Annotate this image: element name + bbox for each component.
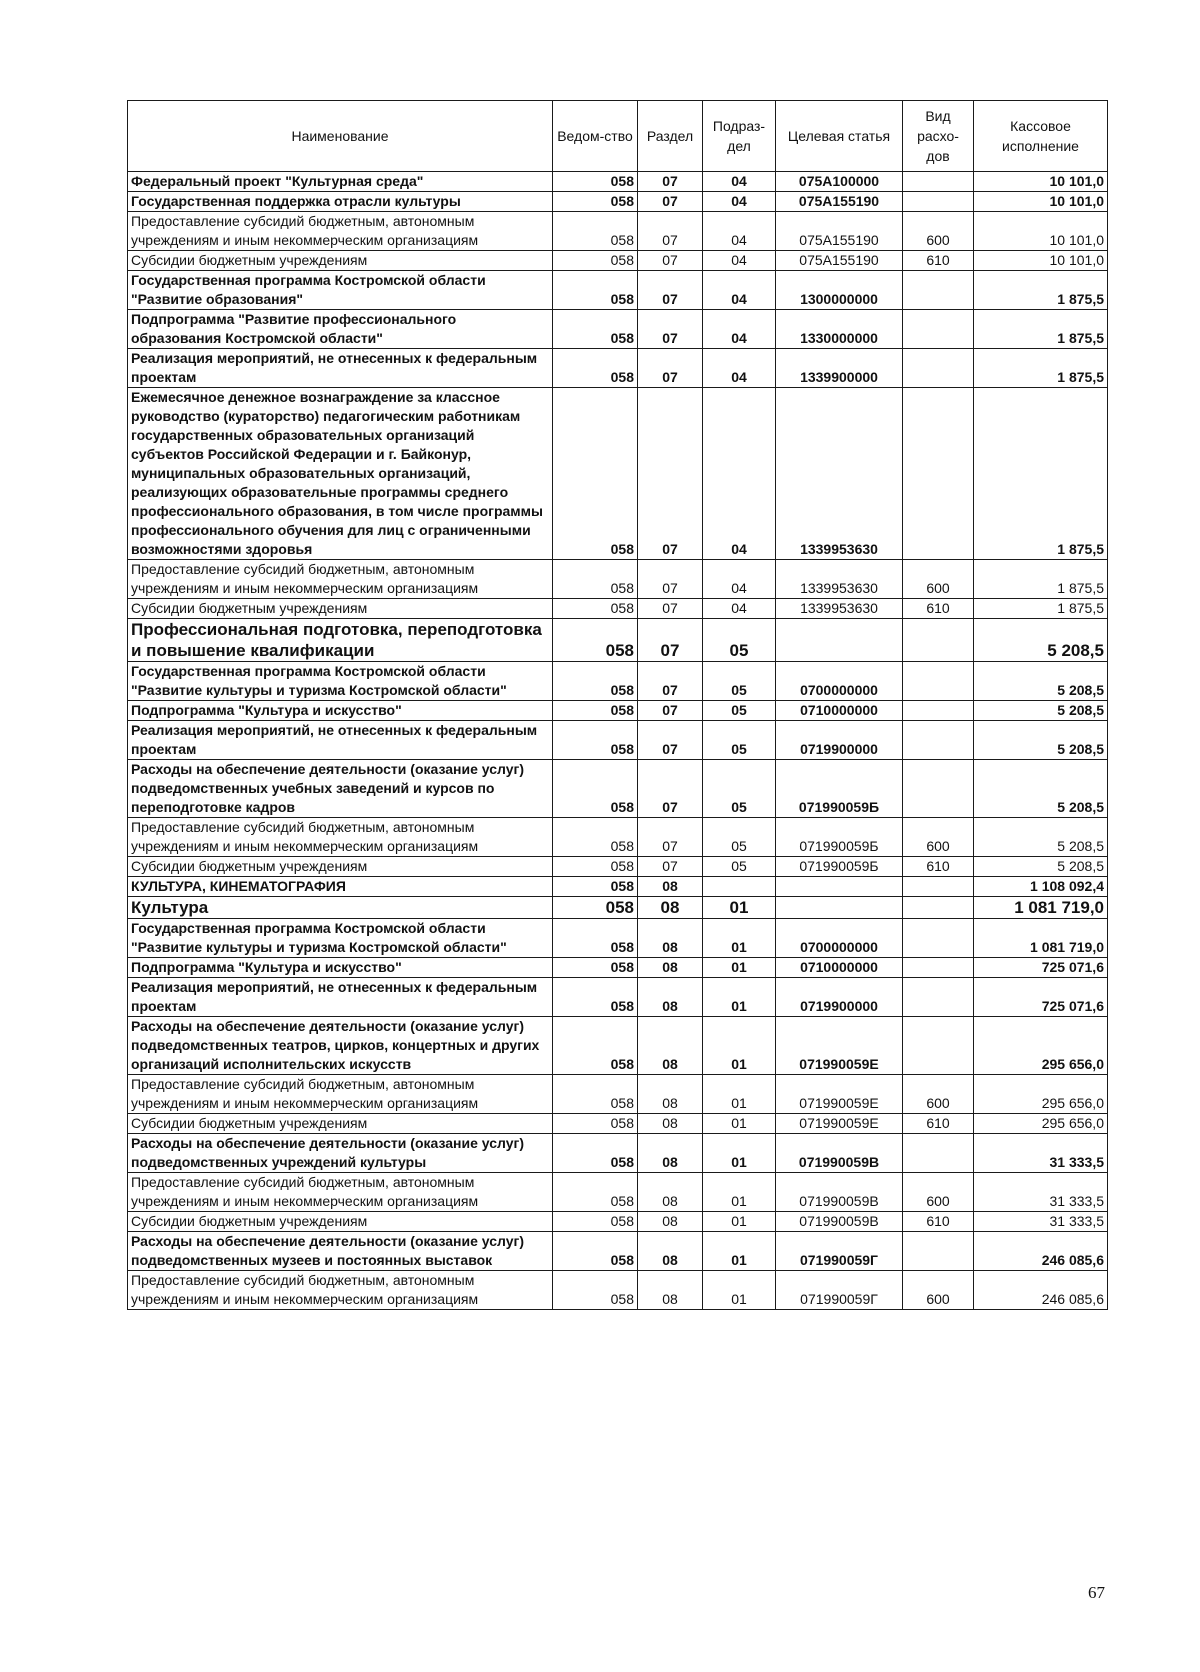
cell-ved: 058 xyxy=(553,721,638,760)
cell-ved: 058 xyxy=(553,192,638,212)
table-row xyxy=(128,818,1108,857)
cell-kassa: 1 875,5 xyxy=(974,560,1108,599)
cell-podrazdel: 04 xyxy=(703,172,776,192)
cell-ved: 058 xyxy=(553,760,638,818)
cell-ved: 058 xyxy=(553,818,638,857)
cell-celevaya: 071990059Е xyxy=(776,1114,903,1134)
cell-kassa: 5 208,5 xyxy=(974,701,1108,721)
cell-ved: 058 xyxy=(553,349,638,388)
cell-vid xyxy=(903,619,974,662)
cell-name: Субсидии бюджетным учреждениям xyxy=(128,251,553,271)
cell-kassa: 31 333,5 xyxy=(974,1173,1108,1212)
cell-kassa: 1 081 719,0 xyxy=(974,897,1108,919)
cell-name: Предоставление субсидий бюджетным, автономным учреждениям и иным некоммерческим организациям xyxy=(128,1075,553,1114)
cell-razdel: 08 xyxy=(638,1232,703,1271)
cell-celevaya xyxy=(776,877,903,897)
cell-podrazdel: 01 xyxy=(703,919,776,958)
cell-kassa: 1 875,5 xyxy=(974,349,1108,388)
cell-name: Предоставление субсидий бюджетным, автономным учреждениям и иным некоммерческим организациям xyxy=(128,212,553,251)
cell-razdel: 08 xyxy=(638,1212,703,1232)
cell-celevaya: 071990059Б xyxy=(776,818,903,857)
cell-podrazdel: 05 xyxy=(703,701,776,721)
cell-razdel: 08 xyxy=(638,1114,703,1134)
table-row xyxy=(128,877,1108,897)
cell-kassa: 295 656,0 xyxy=(974,1017,1108,1075)
cell-celevaya: 1330000000 xyxy=(776,310,903,349)
cell-name: Культура xyxy=(128,897,553,919)
table-row xyxy=(128,192,1108,212)
table-row xyxy=(128,1114,1108,1134)
cell-name: Субсидии бюджетным учреждениям xyxy=(128,857,553,877)
cell-vid xyxy=(903,662,974,701)
cell-podrazdel: 04 xyxy=(703,599,776,619)
table-row xyxy=(128,760,1108,818)
budget-table xyxy=(127,100,1108,1310)
cell-kassa: 1 875,5 xyxy=(974,271,1108,310)
table-row xyxy=(128,388,1108,560)
page-number: 67 xyxy=(1088,1583,1105,1602)
cell-podrazdel: 01 xyxy=(703,958,776,978)
cell-razdel: 07 xyxy=(638,662,703,701)
cell-razdel: 07 xyxy=(638,857,703,877)
cell-kassa: 10 101,0 xyxy=(974,251,1108,271)
table-row xyxy=(128,172,1108,192)
cell-vid xyxy=(903,701,974,721)
cell-razdel: 08 xyxy=(638,1075,703,1114)
cell-vid xyxy=(903,897,974,919)
cell-name: Государственная программа Костромской области "Развитие культуры и туризма Костромской области" xyxy=(128,662,553,701)
cell-podrazdel: 04 xyxy=(703,271,776,310)
cell-kassa: 725 071,6 xyxy=(974,978,1108,1017)
cell-name: КУЛЬТУРА, КИНЕМАТОГРАФИЯ xyxy=(128,877,553,897)
cell-kassa: 295 656,0 xyxy=(974,1114,1108,1134)
table-row xyxy=(128,599,1108,619)
cell-name: Ежемесячное денежное вознаграждение за классное руководство (кураторство) педагогическим работникам государственных образовательных организаций субъектов Российской Федерации и г. Байконур, муниципальных образовательных организаций, реализующих образовательные программы среднего профессионального образования, в том числе программы профессионального обучения для лиц с ограниченными возможностями здоровья xyxy=(128,388,553,560)
cell-ved: 058 xyxy=(553,271,638,310)
cell-name: Подпрограмма "Развитие профессионального образования Костромской области" xyxy=(128,310,553,349)
cell-razdel: 08 xyxy=(638,978,703,1017)
cell-podrazdel: 05 xyxy=(703,619,776,662)
cell-podrazdel: 04 xyxy=(703,310,776,349)
cell-kassa: 10 101,0 xyxy=(974,212,1108,251)
cell-ved: 058 xyxy=(553,662,638,701)
cell-name: Предоставление субсидий бюджетным, автономным учреждениям и иным некоммерческим организациям xyxy=(128,1271,553,1310)
cell-ved: 058 xyxy=(553,897,638,919)
cell-razdel: 08 xyxy=(638,958,703,978)
cell-name: Государственная поддержка отрасли культуры xyxy=(128,192,553,212)
cell-vid xyxy=(903,877,974,897)
cell-podrazdel: 05 xyxy=(703,760,776,818)
table-row xyxy=(128,721,1108,760)
cell-razdel: 07 xyxy=(638,760,703,818)
cell-razdel: 07 xyxy=(638,701,703,721)
cell-razdel: 07 xyxy=(638,349,703,388)
cell-kassa: 246 085,6 xyxy=(974,1232,1108,1271)
cell-name: Предоставление субсидий бюджетным, автономным учреждениям и иным некоммерческим организациям xyxy=(128,1173,553,1212)
cell-razdel: 08 xyxy=(638,897,703,919)
header-ved: Ведом-ство xyxy=(553,101,638,172)
cell-razdel: 08 xyxy=(638,919,703,958)
cell-vid xyxy=(903,271,974,310)
cell-vid xyxy=(903,388,974,560)
header-kassa: Кассовое исполнение xyxy=(974,101,1108,172)
cell-vid: 600 xyxy=(903,212,974,251)
cell-kassa: 31 333,5 xyxy=(974,1134,1108,1173)
header-vid: Вид расхо-дов xyxy=(903,101,974,172)
cell-razdel: 07 xyxy=(638,599,703,619)
table-row xyxy=(128,349,1108,388)
cell-ved: 058 xyxy=(553,978,638,1017)
cell-celevaya: 071990059Г xyxy=(776,1232,903,1271)
cell-celevaya xyxy=(776,897,903,919)
cell-ved: 058 xyxy=(553,1271,638,1310)
cell-celevaya: 1339953630 xyxy=(776,388,903,560)
cell-ved: 058 xyxy=(553,1134,638,1173)
cell-name: Расходы на обеспечение деятельности (оказание услуг) подведомственных музеев и постоянных выставок xyxy=(128,1232,553,1271)
cell-podrazdel: 04 xyxy=(703,212,776,251)
cell-podrazdel: 01 xyxy=(703,1212,776,1232)
cell-razdel: 07 xyxy=(638,212,703,251)
cell-podrazdel: 01 xyxy=(703,897,776,919)
cell-vid: 600 xyxy=(903,818,974,857)
cell-ved: 058 xyxy=(553,1114,638,1134)
cell-celevaya: 075А100000 xyxy=(776,172,903,192)
header-celevaya: Целевая статья xyxy=(776,101,903,172)
cell-vid xyxy=(903,721,974,760)
cell-vid: 610 xyxy=(903,857,974,877)
cell-kassa: 5 208,5 xyxy=(974,857,1108,877)
cell-vid xyxy=(903,919,974,958)
table-row xyxy=(128,1212,1108,1232)
cell-name: Подпрограмма "Культура и искусство" xyxy=(128,701,553,721)
cell-podrazdel: 05 xyxy=(703,662,776,701)
cell-ved: 058 xyxy=(553,251,638,271)
cell-podrazdel: 01 xyxy=(703,978,776,1017)
cell-name: Реализация мероприятий, не отнесенных к федеральным проектам xyxy=(128,349,553,388)
cell-vid xyxy=(903,172,974,192)
cell-vid: 610 xyxy=(903,599,974,619)
cell-razdel: 07 xyxy=(638,172,703,192)
cell-kassa: 1 875,5 xyxy=(974,388,1108,560)
cell-podrazdel: 04 xyxy=(703,251,776,271)
cell-name: Государственная программа Костромской области "Развитие образования" xyxy=(128,271,553,310)
cell-ved: 058 xyxy=(553,599,638,619)
cell-name: Реализация мероприятий, не отнесенных к федеральным проектам xyxy=(128,721,553,760)
cell-podrazdel xyxy=(703,877,776,897)
cell-podrazdel: 04 xyxy=(703,388,776,560)
cell-ved: 058 xyxy=(553,1075,638,1114)
cell-celevaya: 071990059Е xyxy=(776,1017,903,1075)
cell-razdel: 07 xyxy=(638,560,703,599)
table-row xyxy=(128,271,1108,310)
cell-podrazdel: 01 xyxy=(703,1232,776,1271)
cell-celevaya: 071990059Б xyxy=(776,760,903,818)
cell-ved: 058 xyxy=(553,857,638,877)
table-row xyxy=(128,1232,1108,1271)
cell-ved: 058 xyxy=(553,1232,638,1271)
cell-kassa: 5 208,5 xyxy=(974,721,1108,760)
cell-kassa: 1 108 092,4 xyxy=(974,877,1108,897)
cell-razdel: 08 xyxy=(638,877,703,897)
cell-celevaya: 0719900000 xyxy=(776,978,903,1017)
table-row xyxy=(128,1134,1108,1173)
cell-ved: 058 xyxy=(553,1173,638,1212)
cell-name: Предоставление субсидий бюджетным, автономным учреждениям и иным некоммерческим организациям xyxy=(128,818,553,857)
cell-kassa: 295 656,0 xyxy=(974,1075,1108,1114)
cell-razdel: 07 xyxy=(638,721,703,760)
cell-celevaya xyxy=(776,619,903,662)
cell-ved: 058 xyxy=(553,1017,638,1075)
table-row xyxy=(128,560,1108,599)
cell-ved: 058 xyxy=(553,619,638,662)
cell-celevaya: 1339953630 xyxy=(776,560,903,599)
cell-vid: 600 xyxy=(903,560,974,599)
cell-kassa: 1 081 719,0 xyxy=(974,919,1108,958)
table-row xyxy=(128,310,1108,349)
cell-razdel: 07 xyxy=(638,192,703,212)
cell-ved: 058 xyxy=(553,172,638,192)
cell-razdel: 07 xyxy=(638,251,703,271)
cell-name: Государственная программа Костромской области "Развитие культуры и туризма Костромской области" xyxy=(128,919,553,958)
table-row xyxy=(128,212,1108,251)
table-row xyxy=(128,251,1108,271)
header-name: Наименование xyxy=(128,101,553,172)
cell-razdel: 07 xyxy=(638,271,703,310)
cell-vid xyxy=(903,978,974,1017)
cell-podrazdel: 01 xyxy=(703,1075,776,1114)
cell-kassa: 725 071,6 xyxy=(974,958,1108,978)
cell-vid xyxy=(903,310,974,349)
cell-podrazdel: 04 xyxy=(703,192,776,212)
cell-podrazdel: 05 xyxy=(703,857,776,877)
cell-vid: 600 xyxy=(903,1075,974,1114)
cell-name: Подпрограмма "Культура и искусство" xyxy=(128,958,553,978)
table-row xyxy=(128,701,1108,721)
table-row xyxy=(128,857,1108,877)
cell-vid xyxy=(903,760,974,818)
cell-podrazdel: 04 xyxy=(703,560,776,599)
cell-vid: 610 xyxy=(903,1212,974,1232)
cell-celevaya: 1300000000 xyxy=(776,271,903,310)
cell-razdel: 08 xyxy=(638,1134,703,1173)
cell-vid xyxy=(903,349,974,388)
cell-vid: 610 xyxy=(903,1114,974,1134)
cell-ved: 058 xyxy=(553,310,638,349)
cell-celevaya: 071990059Г xyxy=(776,1271,903,1310)
cell-vid xyxy=(903,1134,974,1173)
cell-razdel: 07 xyxy=(638,619,703,662)
cell-kassa: 10 101,0 xyxy=(974,172,1108,192)
cell-name: Субсидии бюджетным учреждениям xyxy=(128,1114,553,1134)
table-row xyxy=(128,1173,1108,1212)
cell-podrazdel: 04 xyxy=(703,349,776,388)
cell-ved: 058 xyxy=(553,388,638,560)
cell-vid xyxy=(903,192,974,212)
cell-ved: 058 xyxy=(553,877,638,897)
cell-ved: 058 xyxy=(553,919,638,958)
cell-kassa: 5 208,5 xyxy=(974,760,1108,818)
cell-kassa: 1 875,5 xyxy=(974,599,1108,619)
cell-kassa: 10 101,0 xyxy=(974,192,1108,212)
cell-ved: 058 xyxy=(553,958,638,978)
cell-vid xyxy=(903,1232,974,1271)
cell-celevaya: 071990059Б xyxy=(776,857,903,877)
cell-name: Субсидии бюджетным учреждениям xyxy=(128,1212,553,1232)
cell-celevaya: 071990059В xyxy=(776,1134,903,1173)
cell-kassa: 5 208,5 xyxy=(974,662,1108,701)
cell-kassa: 246 085,6 xyxy=(974,1271,1108,1310)
cell-name: Профессиональная подготовка, переподготовка и повышение квалификации xyxy=(128,619,553,662)
cell-kassa: 31 333,5 xyxy=(974,1212,1108,1232)
table-row xyxy=(128,1271,1108,1310)
table-row xyxy=(128,919,1108,958)
cell-ved: 058 xyxy=(553,1212,638,1232)
cell-name: Расходы на обеспечение деятельности (оказание услуг) подведомственных учреждений культуры xyxy=(128,1134,553,1173)
cell-name: Предоставление субсидий бюджетным, автономным учреждениям и иным некоммерческим организациям xyxy=(128,560,553,599)
cell-kassa: 1 875,5 xyxy=(974,310,1108,349)
cell-podrazdel: 01 xyxy=(703,1271,776,1310)
cell-celevaya: 1339900000 xyxy=(776,349,903,388)
cell-celevaya: 071990059В xyxy=(776,1173,903,1212)
cell-vid xyxy=(903,958,974,978)
cell-razdel: 07 xyxy=(638,388,703,560)
table-row xyxy=(128,662,1108,701)
cell-ved: 058 xyxy=(553,560,638,599)
table-row xyxy=(128,1017,1108,1075)
header-podrazdel: Подраз-дел xyxy=(703,101,776,172)
cell-vid: 610 xyxy=(903,251,974,271)
cell-celevaya: 075А155190 xyxy=(776,212,903,251)
table-row xyxy=(128,978,1108,1017)
cell-celevaya: 075А155190 xyxy=(776,192,903,212)
cell-kassa: 5 208,5 xyxy=(974,619,1108,662)
cell-celevaya: 0719900000 xyxy=(776,721,903,760)
cell-celevaya: 0700000000 xyxy=(776,662,903,701)
cell-celevaya: 1339953630 xyxy=(776,599,903,619)
cell-podrazdel: 05 xyxy=(703,818,776,857)
cell-celevaya: 0710000000 xyxy=(776,701,903,721)
cell-podrazdel: 05 xyxy=(703,721,776,760)
table-row xyxy=(128,897,1108,919)
cell-vid xyxy=(903,1017,974,1075)
table-row xyxy=(128,958,1108,978)
cell-vid: 600 xyxy=(903,1271,974,1310)
cell-podrazdel: 01 xyxy=(703,1134,776,1173)
table-row xyxy=(128,1075,1108,1114)
table-body xyxy=(128,172,1108,1310)
cell-name: Субсидии бюджетным учреждениям xyxy=(128,599,553,619)
table-row xyxy=(128,619,1108,662)
cell-name: Федеральный проект "Культурная среда" xyxy=(128,172,553,192)
cell-razdel: 08 xyxy=(638,1017,703,1075)
cell-razdel: 07 xyxy=(638,818,703,857)
cell-podrazdel: 01 xyxy=(703,1017,776,1075)
cell-razdel: 08 xyxy=(638,1173,703,1212)
cell-razdel: 07 xyxy=(638,310,703,349)
cell-name: Расходы на обеспечение деятельности (оказание услуг) подведомственных театров, цирков, концертных и других организаций исполнительских искусств xyxy=(128,1017,553,1075)
cell-celevaya: 075А155190 xyxy=(776,251,903,271)
table-header-row xyxy=(128,101,1108,172)
cell-celevaya: 071990059В xyxy=(776,1212,903,1232)
cell-name: Реализация мероприятий, не отнесенных к федеральным проектам xyxy=(128,978,553,1017)
cell-kassa: 5 208,5 xyxy=(974,818,1108,857)
cell-celevaya: 071990059Е xyxy=(776,1075,903,1114)
cell-name: Расходы на обеспечение деятельности (оказание услуг) подведомственных учебных заведений и курсов по переподготовке кадров xyxy=(128,760,553,818)
cell-vid: 600 xyxy=(903,1173,974,1212)
cell-celevaya: 0710000000 xyxy=(776,958,903,978)
cell-podrazdel: 01 xyxy=(703,1173,776,1212)
cell-razdel: 08 xyxy=(638,1271,703,1310)
header-razdel: Раздел xyxy=(638,101,703,172)
cell-ved: 058 xyxy=(553,212,638,251)
cell-podrazdel: 01 xyxy=(703,1114,776,1134)
cell-celevaya: 0700000000 xyxy=(776,919,903,958)
cell-ved: 058 xyxy=(553,701,638,721)
